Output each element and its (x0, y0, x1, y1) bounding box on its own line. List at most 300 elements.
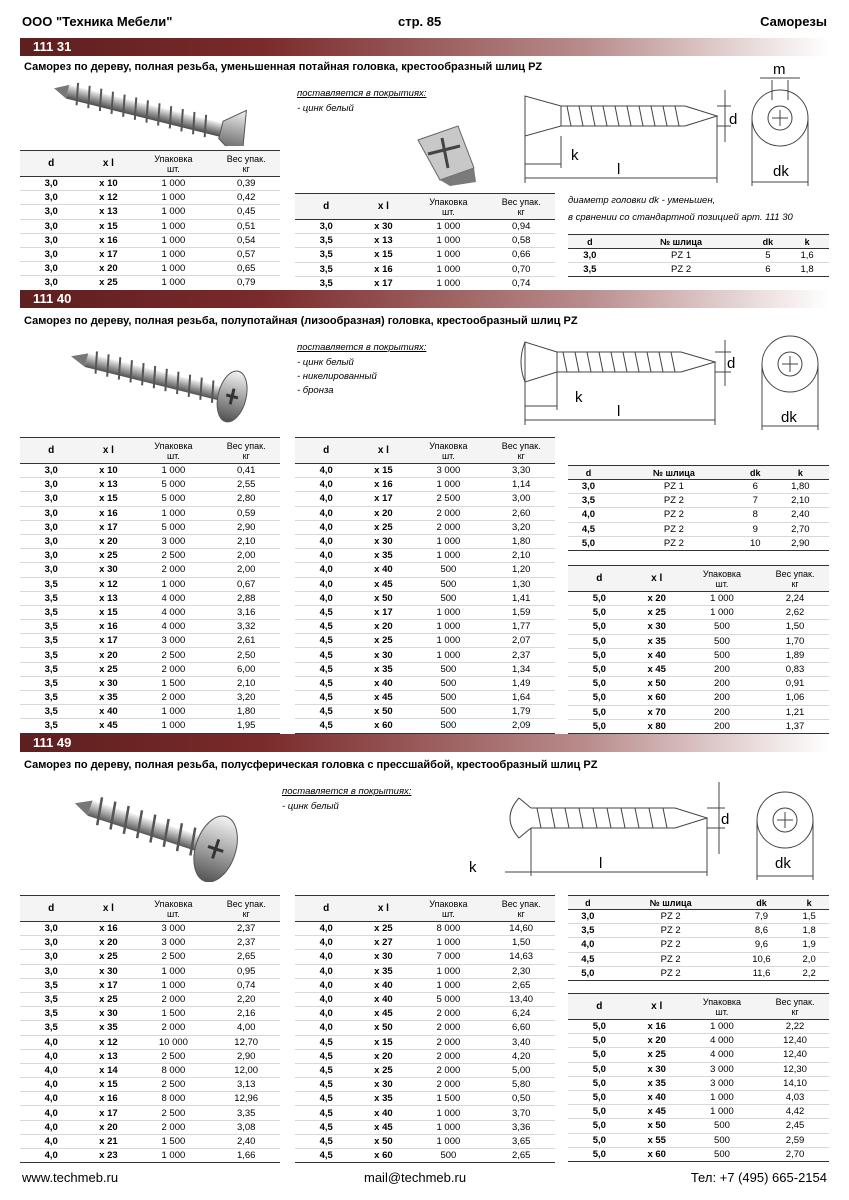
cell-weight: 0,42 (212, 191, 280, 205)
cell-k: 2,2 (789, 966, 829, 980)
cell-diameter: 3,5 (20, 691, 82, 705)
screw-photo (62, 782, 252, 882)
cell-diameter: 4,0 (20, 1049, 82, 1063)
header-line: Упаковка (702, 996, 742, 1007)
cell-package: 500 (683, 648, 761, 662)
table-header-row (568, 896, 829, 910)
cell-diameter: 3,0 (20, 205, 82, 219)
coatings-list (282, 786, 411, 814)
cell-diameter: 3,0 (20, 262, 82, 276)
cell-weight: 0,95 (212, 964, 280, 978)
header-line: шт. (441, 206, 455, 217)
coatings-list (297, 342, 426, 398)
cell-diameter: 3,0 (20, 219, 82, 233)
cell-length: x 15 (357, 1035, 409, 1049)
cell-package: 1 000 (683, 1105, 761, 1119)
table-row (295, 577, 555, 591)
table-row (20, 233, 280, 247)
table-row (568, 1105, 829, 1119)
cell-diameter: 4,0 (568, 938, 608, 952)
cell-weight: 2,62 (761, 606, 829, 620)
table-row (295, 549, 555, 563)
table-row (20, 936, 280, 950)
cell-package: 1 000 (683, 1090, 761, 1104)
cell-package: 1 000 (409, 262, 487, 276)
cell-diameter: 3,5 (20, 605, 82, 619)
cell-diameter: 3,0 (20, 247, 82, 261)
cell-package: 1 000 (134, 978, 212, 992)
spec-table-left (20, 150, 280, 291)
cell-length: x 45 (82, 719, 134, 733)
table-row (20, 1106, 280, 1120)
cell-length: x 13 (82, 205, 134, 219)
table-row (568, 648, 829, 662)
col-header-package (134, 896, 212, 922)
table-row (295, 620, 555, 634)
cell-length: x 15 (82, 605, 134, 619)
cell-weight: 3,30 (487, 464, 555, 478)
company-name: ООО "Техника Мебели" (22, 14, 173, 29)
col-header-d: d (568, 566, 631, 592)
cell-weight: 1,21 (761, 705, 829, 719)
cell-length: x 50 (631, 1119, 683, 1133)
cell-diameter: 4,0 (295, 577, 357, 591)
cell-length: x 35 (357, 964, 409, 978)
cell-package: 5 000 (134, 520, 212, 534)
cell-length: x 25 (82, 276, 134, 290)
header-line: Вес упак. (501, 440, 541, 451)
note (568, 192, 793, 226)
table-row (568, 1062, 829, 1076)
cell-dk: 11,6 (734, 966, 790, 980)
cell-package: 1 500 (409, 1092, 487, 1106)
cell-weight: 2,59 (761, 1133, 829, 1147)
table-row (295, 634, 555, 648)
table-row (295, 662, 555, 676)
col-header-package (409, 896, 487, 922)
cell-package: 1 000 (409, 534, 487, 548)
cell-package: 200 (683, 662, 761, 676)
cell-weight: 14,10 (761, 1076, 829, 1090)
cell-length: x 12 (82, 191, 134, 205)
cell-package: 2 500 (134, 950, 212, 964)
cell-length: x 50 (357, 1134, 409, 1148)
col-header-slot: № шлица (609, 466, 739, 480)
cell-weight: 3,70 (487, 1106, 555, 1120)
cell-dk: 7,9 (734, 910, 790, 924)
cell-diameter: 3,5 (20, 648, 82, 662)
cell-weight: 0,57 (212, 247, 280, 261)
col-header-weight (761, 994, 829, 1020)
col-header-length: x l (631, 994, 683, 1020)
cell-length: x 15 (82, 492, 134, 506)
table-header-row (568, 235, 829, 249)
table-row (20, 549, 280, 563)
section-code: 111 40 (33, 291, 72, 306)
cell-package: 1 000 (409, 634, 487, 648)
table-row (295, 1149, 555, 1163)
cell-slot: PZ 2 (608, 952, 734, 966)
cell-diameter: 3,5 (20, 577, 82, 591)
cell-length: x 15 (82, 1078, 134, 1092)
section-band-111-40 (20, 290, 829, 308)
col-header-k: k (789, 896, 829, 910)
cell-package: 1 000 (409, 220, 487, 234)
cell-dk: 6 (750, 263, 785, 277)
cell-slot: PZ 2 (608, 910, 734, 924)
table-row (295, 1049, 555, 1063)
dim-label-m: m (773, 61, 786, 78)
cell-package: 2 000 (409, 1007, 487, 1021)
col-header-d: d (295, 194, 357, 220)
table-row (20, 1134, 280, 1148)
cell-diameter: 4,5 (295, 676, 357, 690)
screw-photo (45, 78, 250, 146)
cell-weight: 3,13 (212, 1078, 280, 1092)
table-row (295, 234, 555, 248)
cell-length: x 17 (82, 1106, 134, 1120)
cell-package: 1 000 (134, 247, 212, 261)
cell-package: 500 (409, 662, 487, 676)
cell-length: x 50 (357, 705, 409, 719)
cell-weight: 2,37 (212, 936, 280, 950)
table-row (20, 492, 280, 506)
cell-package: 4 000 (134, 605, 212, 619)
cell-diameter: 4,5 (295, 1134, 357, 1148)
table-row (295, 248, 555, 262)
cell-diameter: 3,0 (20, 950, 82, 964)
cell-length: x 21 (82, 1134, 134, 1148)
cell-weight: 1,41 (487, 591, 555, 605)
cell-length: x 30 (82, 676, 134, 690)
table-header-row (295, 438, 555, 464)
cell-length: x 45 (631, 662, 683, 676)
col-header-length: x l (82, 896, 134, 922)
table-row (295, 1078, 555, 1092)
cell-length: x 60 (631, 1147, 683, 1161)
table-row (568, 1133, 829, 1147)
cell-diameter: 4,0 (20, 1134, 82, 1148)
cell-slot: PZ 1 (612, 249, 751, 263)
cell-length: x 40 (357, 1106, 409, 1120)
cell-diameter: 4,0 (20, 1035, 82, 1049)
cell-weight: 13,40 (487, 992, 555, 1006)
cell-diameter: 3,0 (20, 520, 82, 534)
cell-length: x 35 (631, 634, 683, 648)
cell-package: 4 000 (134, 620, 212, 634)
cell-length: x 25 (631, 606, 683, 620)
header-line: шт. (166, 908, 180, 919)
cell-length: x 40 (357, 978, 409, 992)
cell-diameter: 3,5 (20, 992, 82, 1006)
cell-weight: 3,65 (487, 1134, 555, 1148)
cell-diameter: 4,0 (295, 464, 357, 478)
cell-diameter: 4,5 (295, 1092, 357, 1106)
header-line: кг (242, 163, 250, 174)
cell-package: 500 (409, 1149, 487, 1163)
cell-diameter: 5,0 (568, 1020, 631, 1034)
col-header-d: d (568, 235, 612, 249)
cell-package: 500 (683, 1147, 761, 1161)
col-header-d: d (20, 896, 82, 922)
table-row (568, 691, 829, 705)
cell-diameter: 4,0 (295, 506, 357, 520)
cell-package: 1 000 (134, 262, 212, 276)
cell-diameter: 4,0 (20, 1149, 82, 1163)
cell-package: 3 000 (134, 936, 212, 950)
table-row (295, 591, 555, 605)
cell-package: 1 000 (134, 191, 212, 205)
cell-package: 500 (683, 634, 761, 648)
cell-weight: 2,65 (487, 1149, 555, 1163)
cell-diameter: 4,5 (295, 1049, 357, 1063)
cell-weight: 0,91 (761, 677, 829, 691)
table-row (295, 691, 555, 705)
cell-diameter: 5,0 (568, 966, 608, 980)
header-line: кг (242, 908, 250, 919)
cell-weight: 2,09 (487, 719, 555, 733)
dimensions-table (568, 895, 829, 981)
col-header-package (683, 566, 761, 592)
table-row (20, 1007, 280, 1021)
col-header-d: d (568, 896, 608, 910)
cell-weight: 4,20 (487, 1049, 555, 1063)
cell-diameter: 4,0 (20, 1120, 82, 1134)
table-row (568, 1034, 829, 1048)
cell-k: 1,8 (789, 924, 829, 938)
cell-weight: 0,39 (212, 177, 280, 191)
cell-length: x 20 (82, 648, 134, 662)
cell-length: x 16 (82, 1092, 134, 1106)
cell-length: x 25 (82, 662, 134, 676)
cell-length: x 50 (357, 591, 409, 605)
cell-package: 1 000 (409, 936, 487, 950)
cell-slot: PZ 2 (608, 966, 734, 980)
table-row (295, 705, 555, 719)
table-row (295, 534, 555, 548)
table-row (20, 191, 280, 205)
col-header-d: d (295, 438, 357, 464)
cell-slot: PZ 2 (608, 938, 734, 952)
note-line-2: в срвнении со стандартной позицией арт. 111 30 (568, 212, 793, 223)
cell-diameter: 3,0 (20, 936, 82, 950)
cell-k: 2,90 (772, 536, 829, 550)
table-row (20, 648, 280, 662)
cell-weight: 1,20 (487, 563, 555, 577)
col-header-length: x l (357, 194, 409, 220)
table-row (295, 676, 555, 690)
table-row (20, 177, 280, 191)
cell-length: x 60 (357, 1149, 409, 1163)
col-header-package (134, 438, 212, 464)
table-header-row (20, 151, 280, 177)
cell-weight: 2,61 (212, 634, 280, 648)
table-row (295, 1106, 555, 1120)
table-row (295, 262, 555, 276)
cell-diameter: 4,0 (20, 1092, 82, 1106)
cell-package: 1 000 (409, 964, 487, 978)
cell-weight: 2,10 (212, 676, 280, 690)
col-header-weight (761, 566, 829, 592)
cell-diameter: 4,5 (295, 648, 357, 662)
header-line: Вес упак. (501, 898, 541, 909)
cell-weight: 4,03 (761, 1090, 829, 1104)
cell-length: x 30 (82, 1007, 134, 1021)
col-header-k: k (772, 466, 829, 480)
col-header-dk: dk (739, 466, 772, 480)
cell-weight: 1,79 (487, 705, 555, 719)
cell-weight: 3,08 (212, 1120, 280, 1134)
col-header-weight (487, 438, 555, 464)
table-row (295, 1092, 555, 1106)
cell-package: 500 (409, 577, 487, 591)
cell-weight: 1,06 (761, 691, 829, 705)
cell-diameter: 5,0 (568, 1090, 631, 1104)
cell-weight: 4,00 (212, 1021, 280, 1035)
cell-diameter: 4,0 (20, 1078, 82, 1092)
cell-weight: 3,20 (212, 691, 280, 705)
technical-drawing (465, 772, 830, 882)
cell-package: 2 000 (134, 1120, 212, 1134)
cell-length: x 25 (357, 922, 409, 936)
cell-weight: 2,50 (212, 648, 280, 662)
table-row (20, 964, 280, 978)
cell-slot: PZ 2 (609, 536, 739, 550)
header-line: Упаковка (154, 153, 193, 164)
cell-weight: 2,70 (761, 1147, 829, 1161)
cell-weight: 1,37 (761, 719, 829, 733)
table-row (568, 536, 829, 550)
spec-table-left (20, 437, 280, 734)
cell-length: x 50 (357, 1021, 409, 1035)
cell-length: x 30 (357, 648, 409, 662)
table-row (20, 1063, 280, 1077)
cell-package: 2 000 (409, 1035, 487, 1049)
cell-package: 3 000 (134, 922, 212, 936)
cell-length: x 17 (82, 520, 134, 534)
cell-length: x 27 (357, 936, 409, 950)
table-row (20, 464, 280, 478)
table-row (20, 676, 280, 690)
table-row (568, 606, 829, 620)
cell-package: 1 000 (409, 978, 487, 992)
cell-length: x 16 (82, 922, 134, 936)
cell-weight: 3,00 (487, 492, 555, 506)
cell-package: 4 000 (683, 1034, 761, 1048)
table-row (20, 950, 280, 964)
header-line: Упаковка (154, 440, 193, 451)
table-row (295, 1035, 555, 1049)
cell-weight: 2,37 (487, 648, 555, 662)
cell-weight: 2,65 (212, 950, 280, 964)
cell-length: x 20 (82, 1120, 134, 1134)
table-row (20, 662, 280, 676)
col-header-package (409, 438, 487, 464)
header-line: Вес упак. (501, 196, 541, 207)
table-row (295, 220, 555, 234)
cell-length: x 45 (357, 577, 409, 591)
cell-diameter: 3,5 (20, 620, 82, 634)
header-line: кг (517, 908, 525, 919)
cell-package: 2 500 (134, 1078, 212, 1092)
cell-length: x 25 (82, 992, 134, 1006)
cell-diameter: 3,0 (20, 506, 82, 520)
cell-diameter: 5,0 (568, 592, 631, 606)
table-row (295, 978, 555, 992)
table-row (20, 978, 280, 992)
spec-table-middle (295, 895, 555, 1163)
table-row (20, 620, 280, 634)
cell-dk: 6 (739, 480, 772, 494)
cell-package: 3 000 (409, 464, 487, 478)
cell-diameter: 5,0 (568, 1105, 631, 1119)
cell-length: x 30 (357, 534, 409, 548)
cell-weight: 1,80 (487, 534, 555, 548)
cell-diameter: 4,0 (295, 950, 357, 964)
cell-k: 2,0 (789, 952, 829, 966)
table-row (20, 1149, 280, 1163)
cell-package: 1 000 (409, 478, 487, 492)
table-row (568, 634, 829, 648)
cell-length: x 16 (82, 506, 134, 520)
cell-length: x 17 (357, 605, 409, 619)
cell-weight: 0,66 (487, 248, 555, 262)
cell-diameter: 5,0 (568, 620, 631, 634)
col-header-d: d (568, 994, 631, 1020)
cell-package: 1 000 (409, 248, 487, 262)
coating-item: - цинк белый (297, 357, 354, 368)
cell-diameter: 5,0 (568, 705, 631, 719)
cell-diameter: 3,0 (20, 922, 82, 936)
cell-k: 2,40 (772, 508, 829, 522)
table-row (568, 592, 829, 606)
cell-package: 2 500 (134, 648, 212, 662)
header-line: Вес упак. (775, 568, 815, 579)
cell-weight: 1,89 (761, 648, 829, 662)
cell-diameter: 3,0 (20, 276, 82, 290)
cell-weight: 0,41 (212, 464, 280, 478)
cell-diameter: 4,5 (295, 1035, 357, 1049)
cell-weight: 2,10 (487, 549, 555, 563)
cell-package: 1 000 (409, 276, 487, 290)
header-line: Упаковка (702, 568, 742, 579)
dim-label-l: l (617, 161, 621, 178)
table-header-row (568, 994, 829, 1020)
cell-weight: 0,94 (487, 220, 555, 234)
cell-diameter: 4,0 (295, 492, 357, 506)
cell-package: 200 (683, 705, 761, 719)
header-line: шт. (166, 450, 180, 461)
cell-weight: 0,54 (212, 233, 280, 247)
cell-weight: 14,60 (487, 922, 555, 936)
dim-label-k: k (575, 389, 583, 406)
dim-label-d: d (727, 355, 736, 372)
cell-package: 1 000 (409, 648, 487, 662)
cell-length: x 40 (631, 1090, 683, 1104)
coatings-title: поставляется в покрытиях: (297, 88, 427, 99)
cell-diameter: 3,5 (295, 262, 357, 276)
table-row (295, 506, 555, 520)
category-name: Саморезы (760, 14, 827, 29)
cell-k: 1,9 (789, 938, 829, 952)
cell-weight: 6,00 (212, 662, 280, 676)
technical-drawing (505, 330, 830, 435)
cell-length: x 35 (357, 1092, 409, 1106)
cell-package: 500 (409, 719, 487, 733)
cell-package: 1 000 (409, 234, 487, 248)
cell-package: 1 000 (134, 577, 212, 591)
table-row (20, 1049, 280, 1063)
